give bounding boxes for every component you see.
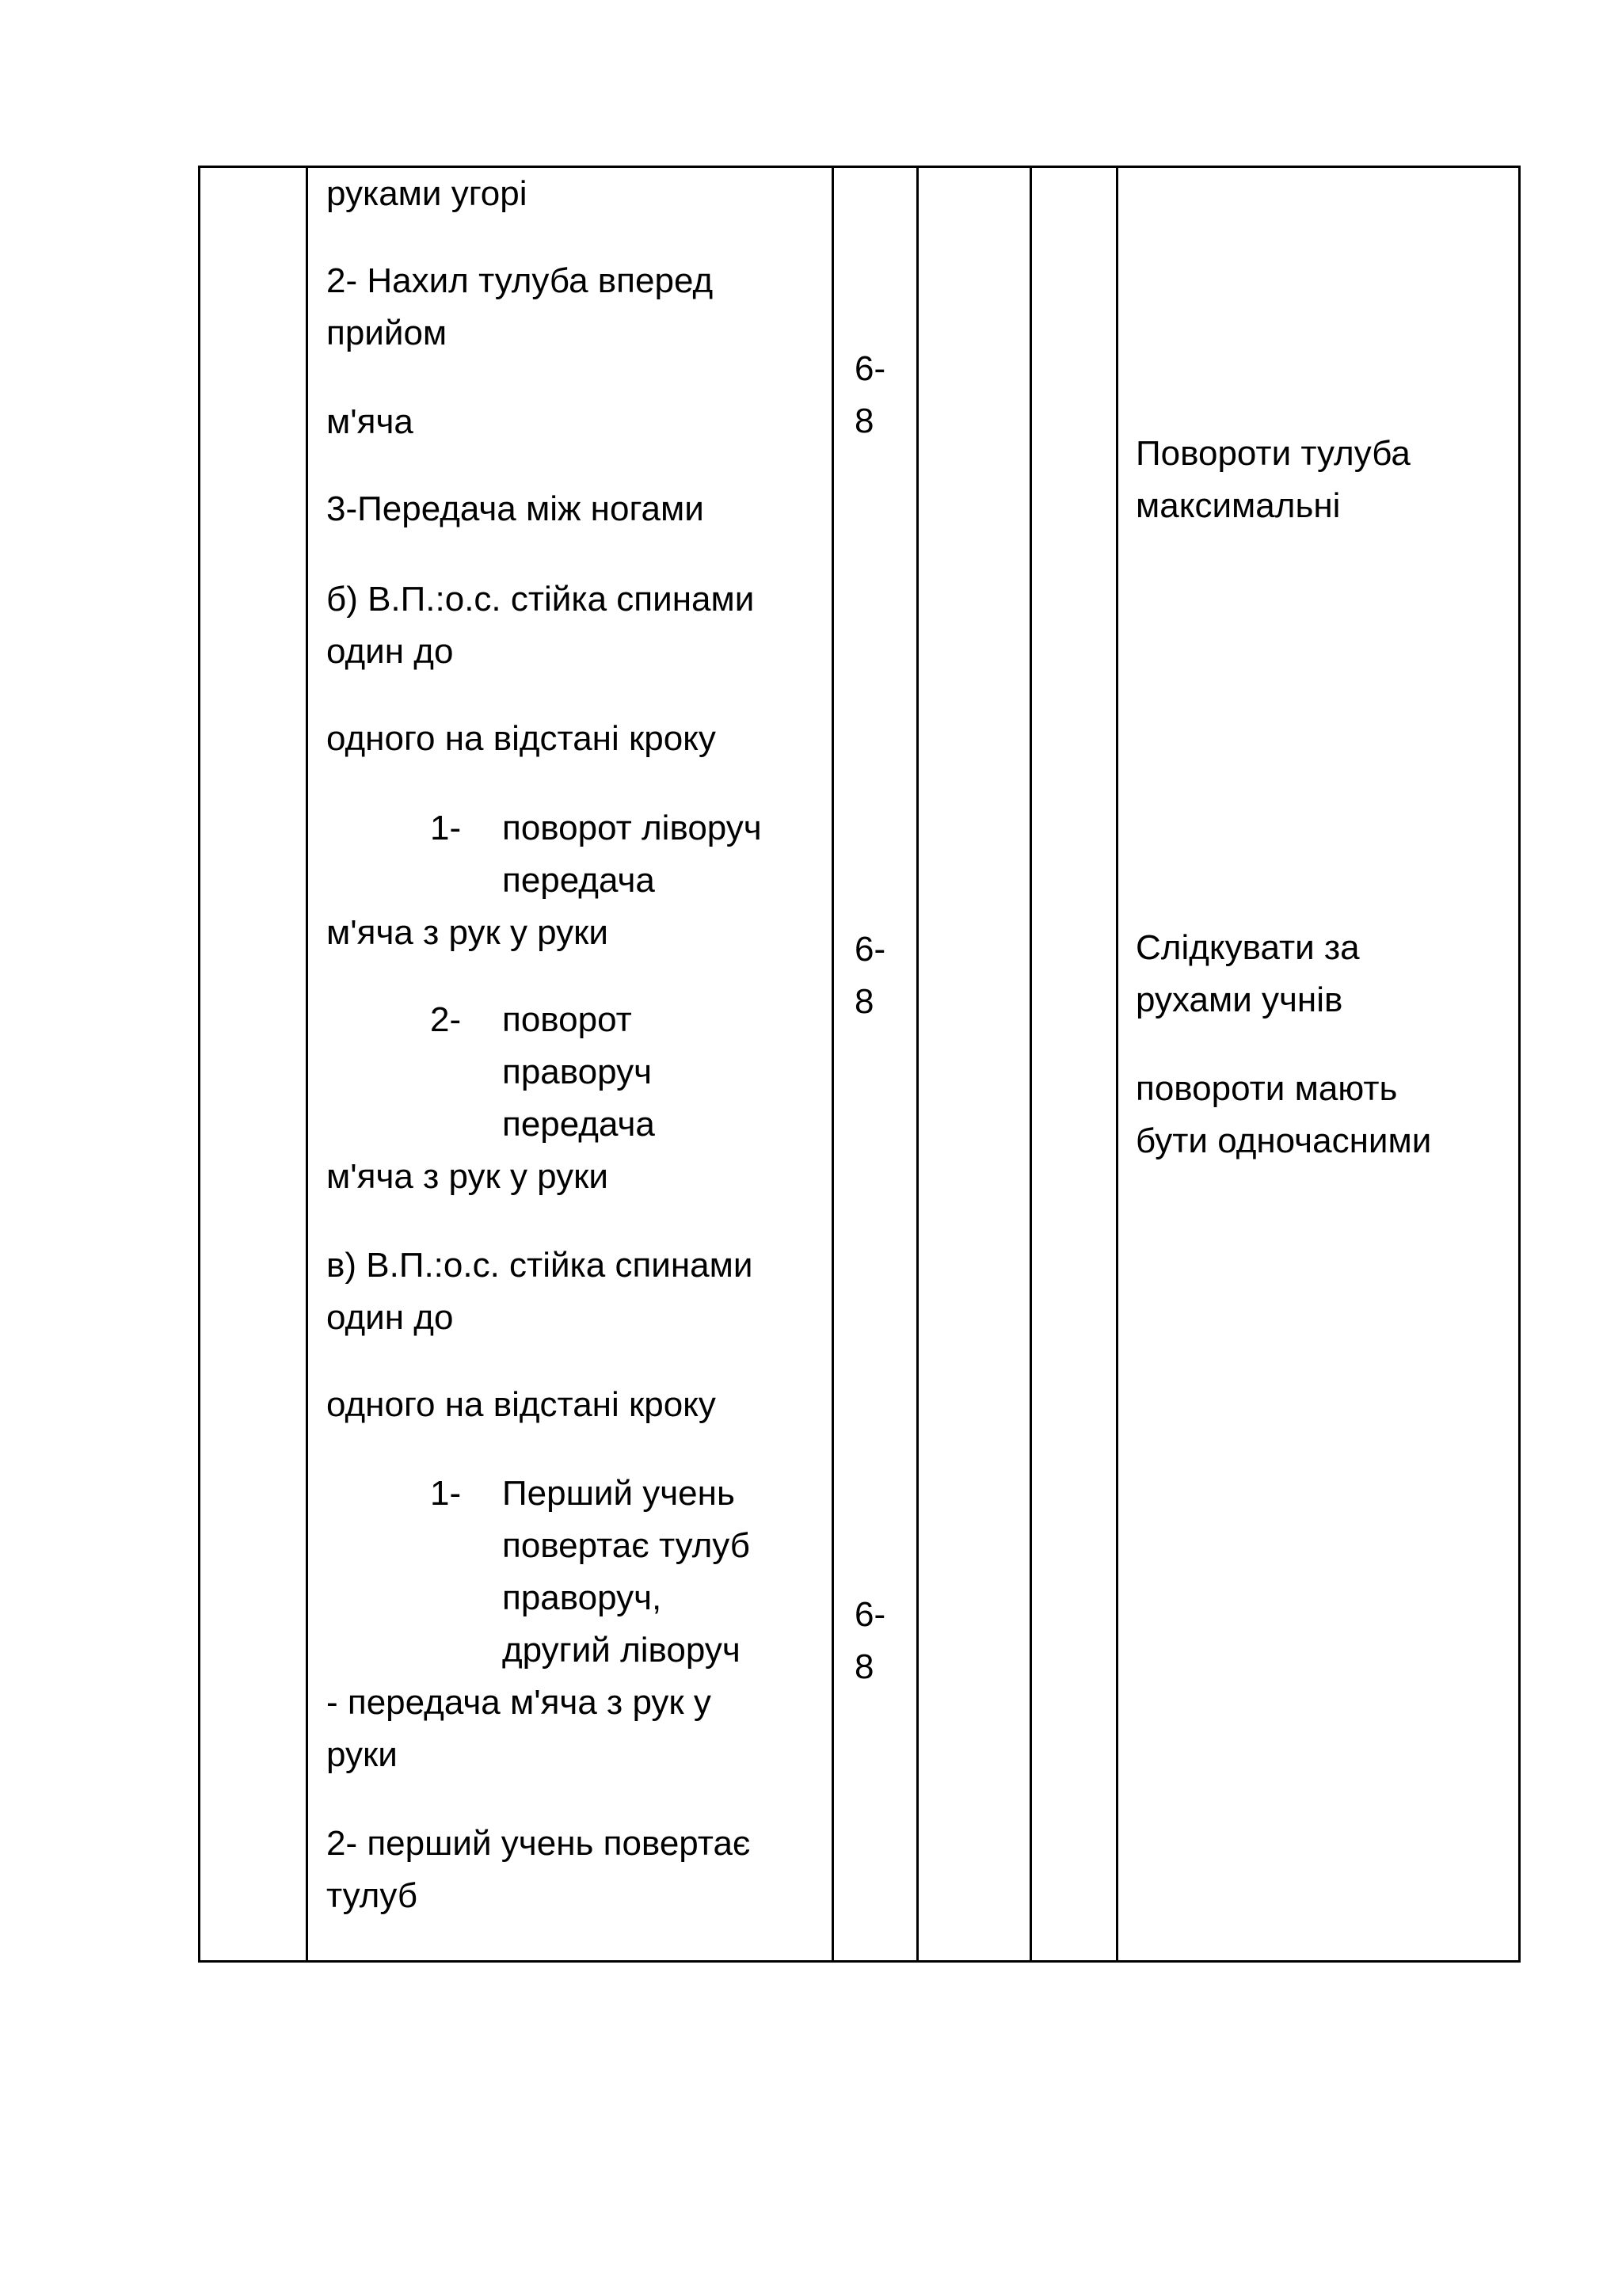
exercise-line: одного на відстані кроку (326, 719, 716, 758)
exercise-line: один до (326, 1298, 454, 1337)
exercise-line: поворот (502, 1000, 632, 1039)
exercise-line: поворот ліворуч (502, 809, 762, 847)
exercise-line: другий ліворуч (502, 1631, 741, 1670)
exercise-line: м'яча з рук у руки (326, 1157, 608, 1196)
exercise-line: 2- Нахил тулуба вперед (326, 261, 714, 300)
dosage-value: 8 (855, 402, 874, 440)
column-divider (306, 166, 308, 1963)
exercise-line: руками угорі (326, 174, 527, 213)
column-divider (832, 166, 834, 1963)
list-marker: 2- (430, 1000, 462, 1039)
note-line: бути одночасними (1136, 1121, 1432, 1160)
exercise-line: 2- перший учень повертає (326, 1824, 751, 1863)
exercise-line: - передача м'яча з рук у (326, 1683, 711, 1722)
exercise-line: б) В.П.:о.с. стійка спинами (326, 580, 755, 619)
exercise-line: праворуч, (502, 1578, 662, 1617)
note-line: Повороти тулуба (1136, 434, 1411, 473)
column-divider (1030, 166, 1032, 1963)
exercise-line: Перший учень (502, 1474, 735, 1513)
dosage-value: 6- (855, 349, 886, 388)
exercise-line: повертає тулуб (502, 1526, 751, 1565)
exercise-line: передача (502, 861, 655, 900)
exercise-line: праворуч (502, 1053, 653, 1091)
dosage-value: 6- (855, 930, 886, 969)
note-line: максимальні (1136, 486, 1341, 525)
dosage-value: 6- (855, 1595, 886, 1634)
note-line: Слідкувати за (1136, 928, 1360, 967)
exercise-line: одного на відстані кроку (326, 1385, 716, 1424)
exercise-line: один до (326, 632, 454, 671)
column-divider (1116, 166, 1118, 1963)
note-line: повороти мають (1136, 1069, 1398, 1108)
dosage-value: 8 (855, 1647, 874, 1686)
exercise-line: тулуб (326, 1876, 418, 1915)
exercise-line: передача (502, 1105, 655, 1144)
exercise-line: в) В.П.:о.с. стійка спинами (326, 1246, 753, 1285)
list-marker: 1- (430, 1474, 462, 1513)
dosage-value: 8 (855, 982, 874, 1021)
exercise-line: руки (326, 1735, 398, 1774)
note-line: рухами учнів (1136, 980, 1343, 1019)
exercise-line: м'яча (326, 402, 413, 441)
column-divider (916, 166, 919, 1963)
list-marker: 1- (430, 809, 462, 847)
exercise-line: м'яча з рук у руки (326, 913, 608, 952)
exercise-line: 3-Передача між ногами (326, 489, 704, 528)
exercise-line: прийом (326, 314, 447, 352)
